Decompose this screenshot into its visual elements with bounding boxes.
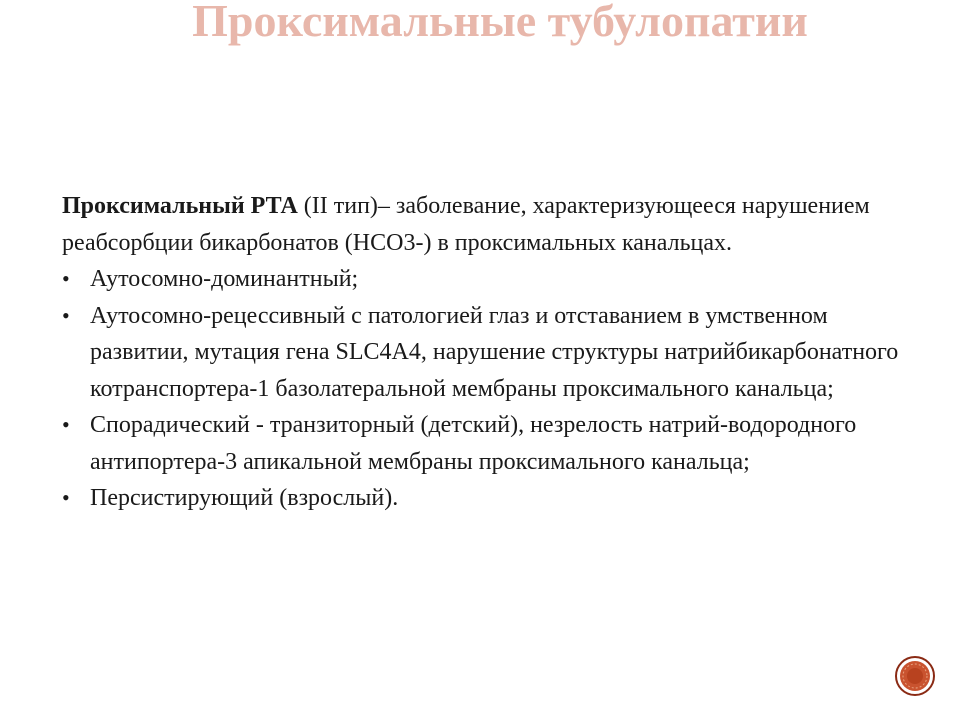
- bullet-list: [62, 261, 912, 517]
- list-item-text: Спорадический - транзиторный (детский), незрелость натрий-водородного антипортера-3 апикальной мембраны проксимального канальца;: [90, 412, 857, 475]
- list-item: [62, 480, 912, 517]
- list-item: [62, 407, 912, 480]
- slide-body: [62, 188, 912, 517]
- badge-core: [907, 668, 923, 684]
- list-item-text: Аутосомно-рецессивный с патологией глаз и отставанием в умственном развитии, мутация гена SLC4A4, нарушение структуры натрийбикарбонатного котранспортера-1 базолатеральной мембраны проксимального канальца;: [90, 302, 899, 402]
- decorative-badge-icon: [895, 656, 935, 696]
- intro-paragraph: [62, 188, 912, 261]
- list-item-text: Аутосомно-доминантный;: [90, 266, 359, 292]
- list-item: [62, 298, 912, 408]
- list-item-text: Персистирующий (взрослый).: [90, 485, 399, 511]
- bullet-icon: •: [62, 302, 70, 328]
- bullet-icon: •: [62, 485, 70, 510]
- bullet-icon: •: [62, 266, 70, 291]
- list-item: [62, 261, 912, 298]
- intro-definition: (II тип)– заболевание, характеризующееся нарушением реабсорбции бикарбонатов (НСО3-) в проксимальных канальцах.: [62, 193, 870, 256]
- bullet-icon: •: [62, 412, 70, 437]
- slide-title: Проксимальные тубулопатии: [192, 0, 808, 46]
- intro-term: Проксимальный РТА: [62, 193, 298, 219]
